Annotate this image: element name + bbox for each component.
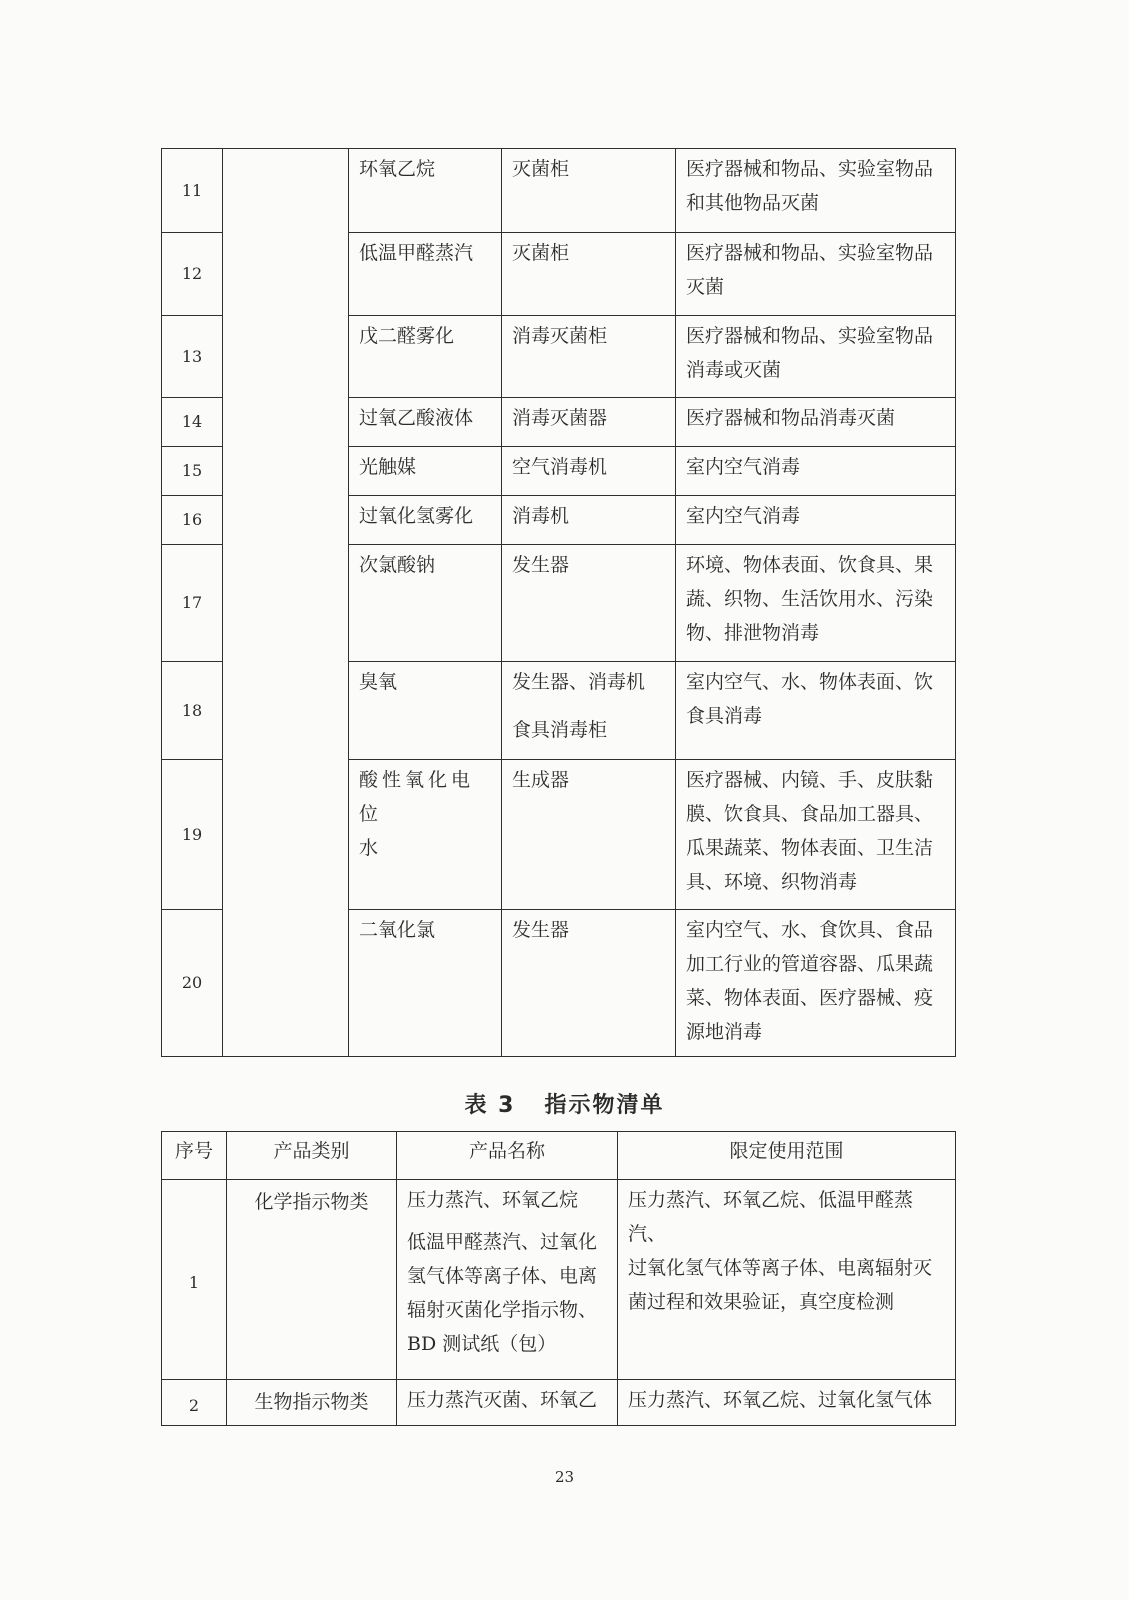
scope-cell: 室内空气消毒 bbox=[676, 496, 956, 545]
agent-cell: 光触媒 bbox=[349, 447, 502, 496]
agent-cell: 过氧乙酸液体 bbox=[349, 398, 502, 447]
device-cell: 消毒灭菌器 bbox=[502, 398, 676, 447]
device-cell: 发生器 bbox=[502, 545, 676, 662]
row-number: 13 bbox=[162, 316, 223, 398]
scope-cell: 医疗器械、内镜、手、皮肤黏 膜、饮食具、食品加工器具、 瓜果蔬菜、物体表面、卫生洁 具、环境、织物消毒 bbox=[676, 760, 956, 910]
scope-cell: 医疗器械和物品、实验室物品 灭菌 bbox=[676, 233, 956, 316]
device-cell: 生成器 bbox=[502, 760, 676, 910]
scope-cell: 环境、物体表面、饮食具、果 蔬、织物、生活饮用水、污染 物、排泄物消毒 bbox=[676, 545, 956, 662]
row-number: 16 bbox=[162, 496, 223, 545]
scope-cell: 医疗器械和物品、实验室物品 和其他物品灭菌 bbox=[676, 149, 956, 233]
row-number: 19 bbox=[162, 760, 223, 910]
header-row bbox=[162, 1132, 956, 1180]
row-number: 15 bbox=[162, 447, 223, 496]
device-cell: 发生器 bbox=[502, 910, 676, 1057]
table-caption: 表 3 指示物清单 bbox=[464, 1093, 665, 1118]
row-number: 20 bbox=[162, 910, 223, 1057]
category-cell: 生物指示物类 bbox=[227, 1380, 397, 1426]
header-cell: 产品名称 bbox=[397, 1132, 618, 1180]
row-number: 11 bbox=[162, 149, 223, 233]
header-cell: 限定使用范围 bbox=[618, 1132, 956, 1180]
page-number: 23 bbox=[554, 1468, 575, 1486]
row-number: 14 bbox=[162, 398, 223, 447]
disinfection-equipment-table bbox=[161, 148, 956, 1057]
row-number: 1 bbox=[162, 1180, 227, 1380]
agent-cell: 酸性氧化电位 水 bbox=[349, 760, 502, 910]
device-cell: 发生器、消毒机 食具消毒柜 bbox=[502, 662, 676, 760]
scope-cell: 医疗器械和物品消毒灭菌 bbox=[676, 398, 956, 447]
row-number: 17 bbox=[162, 545, 223, 662]
header-cell: 序号 bbox=[162, 1132, 227, 1180]
scope-cell: 医疗器械和物品、实验室物品 消毒或灭菌 bbox=[676, 316, 956, 398]
scope-cell: 室内空气、水、物体表面、饮 食具消毒 bbox=[676, 662, 956, 760]
device-cell: 消毒机 bbox=[502, 496, 676, 545]
row-number: 18 bbox=[162, 662, 223, 760]
device-cell: 灭菌柜 bbox=[502, 233, 676, 316]
agent-cell: 低温甲醛蒸汽 bbox=[349, 233, 502, 316]
agent-cell: 次氯酸钠 bbox=[349, 545, 502, 662]
table-row bbox=[162, 149, 956, 233]
agent-cell: 戊二醛雾化 bbox=[349, 316, 502, 398]
indicator-list-table bbox=[161, 1131, 956, 1426]
agent-cell: 臭氧 bbox=[349, 662, 502, 760]
scope-cell: 压力蒸汽、环氧乙烷、低温甲醛蒸汽、 过氧化氢气体等离子体、电离辐射灭 菌过程和效果验证，真空度检测 bbox=[618, 1180, 956, 1380]
scope-cell: 室内空气消毒 bbox=[676, 447, 956, 496]
agent-cell: 过氧化氢雾化 bbox=[349, 496, 502, 545]
row-number: 12 bbox=[162, 233, 223, 316]
category-merged-cell bbox=[223, 149, 349, 1057]
scope-cell: 压力蒸汽、环氧乙烷、过氧化氢气体 bbox=[618, 1380, 956, 1426]
table-row bbox=[162, 1180, 956, 1380]
row-number: 2 bbox=[162, 1380, 227, 1426]
device-cell: 灭菌柜 bbox=[502, 149, 676, 233]
name-cell: 压力蒸汽灭菌、环氧乙 bbox=[397, 1380, 618, 1426]
header-cell: 产品类别 bbox=[227, 1132, 397, 1180]
agent-cell: 环氧乙烷 bbox=[349, 149, 502, 233]
device-cell: 空气消毒机 bbox=[502, 447, 676, 496]
category-cell: 化学指示物类 bbox=[227, 1180, 397, 1380]
table-row bbox=[162, 1380, 956, 1426]
name-cell: 压力蒸汽、环氧乙烷 低温甲醛蒸汽、过氧化 氢气体等离子体、电离 辐射灭菌化学指示物、 BD 测试纸（包） bbox=[397, 1180, 618, 1380]
scope-cell: 室内空气、水、食饮具、食品 加工行业的管道容器、瓜果蔬 菜、物体表面、医疗器械、疫 源地消毒 bbox=[676, 910, 956, 1057]
device-cell: 消毒灭菌柜 bbox=[502, 316, 676, 398]
agent-cell: 二氧化氯 bbox=[349, 910, 502, 1057]
